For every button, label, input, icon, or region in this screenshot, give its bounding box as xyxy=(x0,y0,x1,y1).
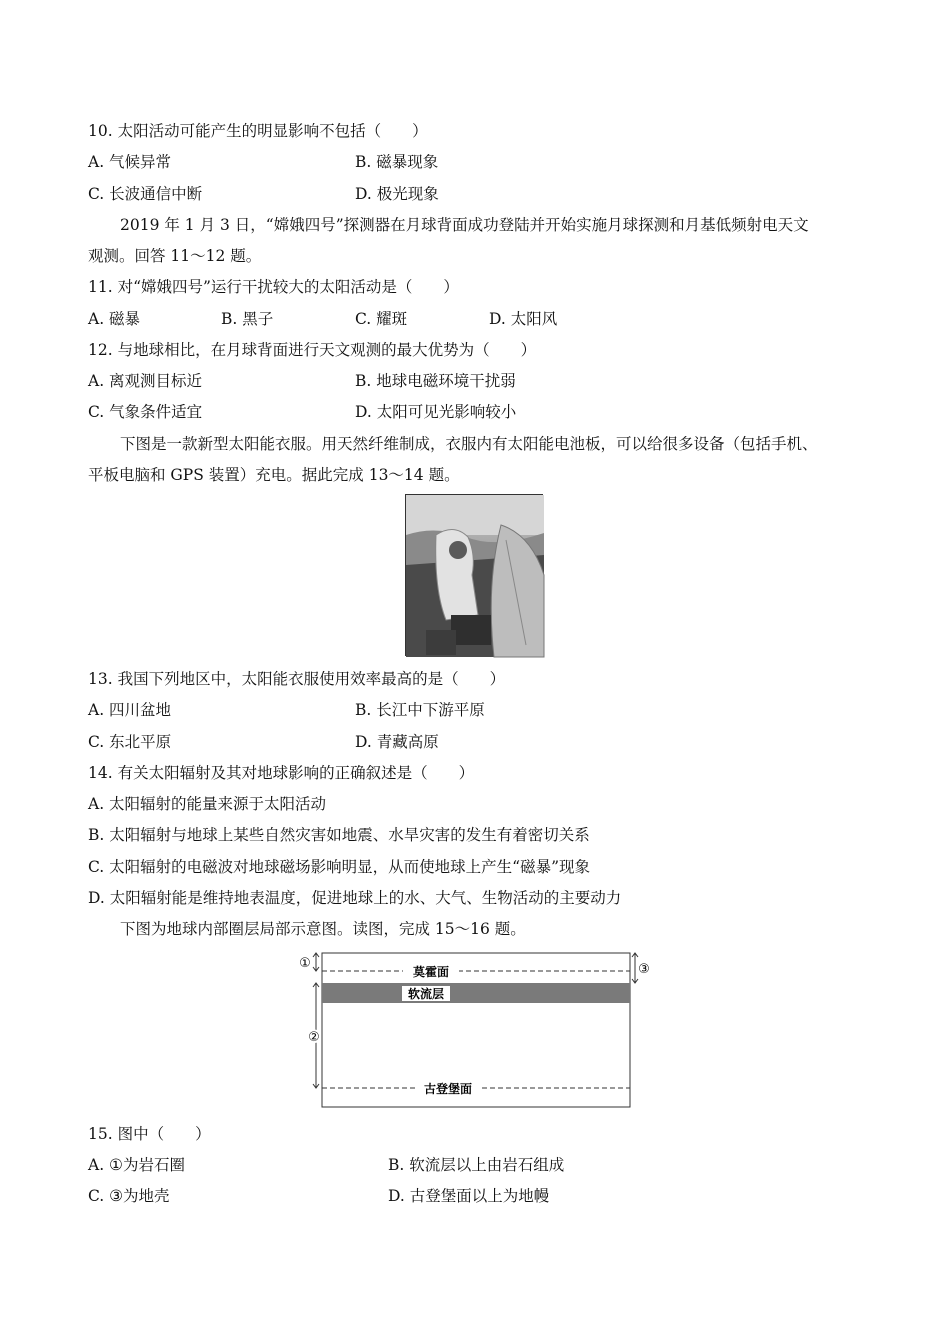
q13-option-d: D. 青藏高原 xyxy=(355,733,439,751)
q10-option-d: D. 极光现象 xyxy=(355,185,439,203)
q14-option-d: D. 太阳辐射能是维持地表温度，促进地球上的水、大气、生物活动的主要动力 xyxy=(88,889,622,907)
q13-option-c: C. 东北平原 xyxy=(88,733,172,751)
q11-stem: 11. 对“嫦娥四号”运行干扰较大的太阳活动是（ ） xyxy=(88,278,459,296)
q13-stem: 13. 我国下列地区中，太阳能衣服使用效率最高的是（ ） xyxy=(88,670,506,688)
q11-option-c: C. 耀斑 xyxy=(355,310,408,328)
q15-option-b: B. 软流层以上由岩石组成 xyxy=(388,1156,565,1174)
q14-option-c: C. 太阳辐射的电磁波对地球磁场影响明显，从而使地球上产生“磁暴”现象 xyxy=(88,858,591,876)
solar-clothing-illustration xyxy=(406,495,544,657)
q11-option-a: A. 磁暴 xyxy=(88,310,141,328)
q15-option-d: D. 古登堡面以上为地幔 xyxy=(388,1187,550,1205)
q14-option-a: A. 太阳辐射的能量来源于太阳活动 xyxy=(88,795,327,813)
label-1: ① xyxy=(299,956,311,971)
passage1-line1: 2019 年 1 月 3 日，“嫦娥四号”探测器在月球背面成功登陆并开始实施月球探测和月基低频射电天文 xyxy=(120,216,809,234)
q10-option-a: A. 气候异常 xyxy=(88,153,172,171)
q10-option-b: B. 磁暴现象 xyxy=(355,153,439,171)
passage2-line2: 平板电脑和 GPS 装置）充电。据此完成 13～14 题。 xyxy=(88,466,460,484)
q12-option-d: D. 太阳可见光影响较小 xyxy=(355,403,517,421)
q15-option-a: A. ①为岩石圈 xyxy=(88,1156,185,1174)
q13-option-a: A. 四川盆地 xyxy=(88,701,172,719)
passage3-line1: 下图为地球内部圈层局部示意图。读图，完成 15～16 题。 xyxy=(120,920,526,938)
earth-layers-diagram xyxy=(298,950,648,1112)
q15-stem: 15. 图中（ ） xyxy=(88,1125,211,1143)
q14-option-b: B. 太阳辐射与地球上某些自然灾害如地震、水旱灾害的发生有着密切关系 xyxy=(88,826,590,844)
q10-stem: 10. 太阳活动可能产生的明显影响不包括（ ） xyxy=(88,122,428,140)
q13-option-b: B. 长江中下游平原 xyxy=(355,701,485,719)
passage1-line2: 观测。回答 11～12 题。 xyxy=(88,247,262,265)
label-2: ② xyxy=(308,1030,320,1045)
q15-option-c: C. ③为地壳 xyxy=(88,1187,170,1205)
moho-label: 莫霍面 xyxy=(412,965,450,979)
q11-option-b: B. 黑子 xyxy=(221,310,274,328)
passage2-line1: 下图是一款新型太阳能衣服。用天然纤维制成，衣服内有太阳能电池板，可以给很多设备（包括手机、 xyxy=(120,435,818,453)
q12-stem: 12. 与地球相比，在月球背面进行天文观测的最大优势为（ ） xyxy=(88,341,537,359)
q12-option-a: A. 离观测目标近 xyxy=(88,372,203,390)
label-3: ③ xyxy=(638,962,650,977)
asthenosphere-label: 软流层 xyxy=(407,987,445,1001)
q12-option-c: C. 气象条件适宜 xyxy=(88,403,203,421)
q14-stem: 14. 有关太阳辐射及其对地球影响的正确叙述是（ ） xyxy=(88,764,475,782)
q10-option-c: C. 长波通信中断 xyxy=(88,185,203,203)
asthenosphere-band xyxy=(322,983,630,1003)
q11-option-d: D. 太阳风 xyxy=(489,310,558,328)
q12-option-b: B. 地球电磁环境干扰弱 xyxy=(355,372,516,390)
solar-clothing-photo xyxy=(405,494,543,656)
gutenberg-label: 古登堡面 xyxy=(423,1082,473,1096)
